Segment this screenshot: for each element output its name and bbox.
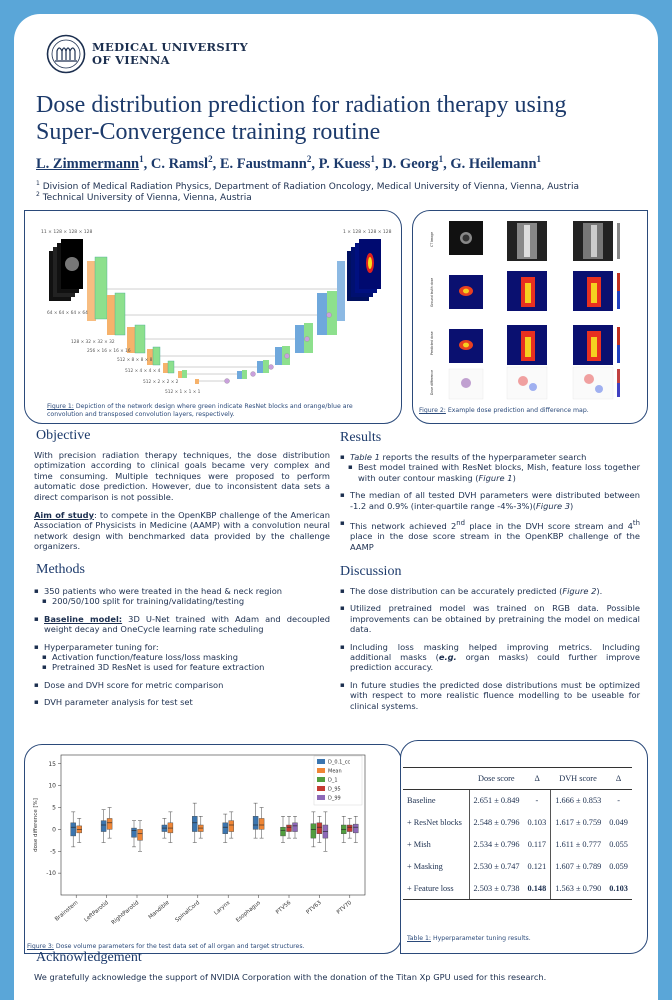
author-name: L. Zimmermann	[36, 155, 140, 172]
x-tick-label: Mandible	[147, 899, 171, 921]
table-cell-name: Baseline	[403, 790, 469, 812]
table-cell-dose: 2.534 ± 0.796	[473, 840, 520, 849]
col-dose-score: Dose score	[469, 768, 524, 790]
dims-in-label: 11 × 128 × 128 × 128	[41, 230, 93, 235]
legend-entry: D_1	[328, 777, 338, 784]
table-cell-name: + ResNet blocks	[403, 812, 469, 834]
box-D_1	[311, 824, 316, 838]
figure2-caption: Figure 2: Example dose prediction and difference map.	[419, 407, 589, 414]
methods-bullet: ▪ DVH parameter analysis for test set	[34, 697, 330, 707]
y-tick-label: 15	[48, 760, 56, 768]
y-tick-label: -10	[46, 870, 56, 878]
discussion-list	[340, 586, 640, 711]
dose-prediction-grid	[413, 211, 647, 401]
author-name: P. Kuess	[318, 155, 371, 172]
discussion-heading: Discussion	[340, 564, 402, 579]
legend-swatch	[317, 795, 325, 800]
results-bullet: ▪ Table 1 reports the results of the hyperparameter search	[340, 452, 640, 462]
box-D_0.1_cc	[132, 828, 137, 837]
methods-list	[34, 586, 330, 708]
colorbars	[617, 223, 620, 397]
box-D_0.1_cc	[253, 816, 258, 829]
level-label-6: 512 × 2 × 2 × 2	[143, 380, 179, 385]
author-affiliation-number: 2	[306, 154, 312, 164]
box-D_0.1_cc	[192, 816, 197, 831]
table-cell-d2: 0.055	[609, 840, 628, 849]
table-cell-dvh: 1.607 ± 0.789	[555, 862, 602, 871]
table-cell-name: + Mish	[403, 834, 469, 856]
discussion-bullet: ▪ Including loss masking helped improving metrics. Including additional masks (e.g. organ masks) could further improve prediction accuracy.	[340, 642, 640, 673]
y-axis-label: dose difference [%]	[33, 798, 39, 852]
results-heading: Results	[340, 430, 382, 445]
x-tick-label: LeftParotid	[83, 899, 110, 924]
table1-panel	[400, 740, 648, 954]
table-cell-d2: 0.059	[609, 862, 628, 871]
box-Mean	[259, 818, 264, 829]
affiliation-2: $^2$ Technical University of Vienna, Vienna, Austria	[36, 191, 252, 203]
title-line2: Super-Convergence training routine	[36, 119, 381, 145]
methods-bullet: ▪ Baseline model: 3D U-Net trained with Adam and decoupled weight decay and OneCycle learning rate scheduling	[34, 614, 330, 635]
discussion-bullet: ▪ In future studies the predicted dose distributions must be optimized with respect to more realistic fluence modelling to be useable for clinical systems.	[340, 680, 640, 711]
legend-entry: D_0.1_cc	[328, 759, 351, 766]
figure1-caption: Figure 1: Depiction of the network design where green indicate ResNet blocks and orange/blue are convolution and transposed convolution layers, respectively.	[47, 403, 353, 418]
x-tick-label: Brainstem	[54, 899, 80, 923]
box-Mean	[138, 829, 143, 840]
results-list	[340, 452, 640, 552]
table-row	[403, 856, 632, 878]
box-D_99	[353, 824, 358, 833]
box-D_99	[293, 823, 298, 832]
affiliation-1: $^1$ Division of Medical Radiation Physics, Department of Radiation Oncology, Medical University of Vienna, Vienna, Austria	[36, 180, 579, 192]
box-Mean	[107, 818, 112, 829]
y-tick-label: 10	[48, 782, 56, 790]
figure3-panel	[24, 744, 402, 954]
table-cell-dvh: 1.666 ± 0.853	[555, 796, 602, 806]
x-tick-label: PTV56	[275, 899, 293, 916]
col-delta-1: Δ	[524, 768, 551, 790]
author-list: L. Zimmermann$^1$, C. Ramsl$^2$, E. Faustmann$^2$, P. Kuess$^1$, D. Georg$^1$, G. Heilemann$^1$	[36, 154, 542, 172]
methods-bullet: ▪ 350 patients who were treated in the head & neck region	[34, 586, 330, 596]
ground-truth-row	[449, 271, 613, 311]
x-tick-label: PTV63	[305, 899, 323, 916]
author-affiliation-number: 1	[536, 154, 542, 164]
methods-bullet: ▪ Hyperparameter tuning for:	[34, 642, 330, 652]
figure3-caption: Figure 3: Dose volume parameters for the test data set of all organ and target structures.	[27, 943, 305, 950]
table-row	[403, 834, 632, 856]
table-cell-d1: 0.121	[524, 856, 551, 878]
box-Mean	[229, 821, 234, 832]
table-header-row	[403, 768, 632, 790]
methods-heading: Methods	[36, 562, 85, 577]
discussion-bullet: ▪ Utilized pretrained model was trained on RGB data. Possible improvements can be obtained by pretraining the model on medical data.	[340, 603, 640, 634]
legend-entry: D_99	[328, 795, 341, 802]
table-cell-dose: 2.503 ± 0.738	[469, 878, 524, 900]
box-D_95	[317, 823, 322, 834]
figure1-panel	[24, 210, 402, 424]
methods-bullet: ▪ Dose and DVH score for metric comparison	[34, 680, 330, 690]
row-label-gt: Ground truth dose	[430, 277, 434, 307]
results-bullet: ▪ The median of all tested DVH parameters were distributed between -1.2 and 0.9% (inter-quartile range -4%-3%)(Figure 3)	[340, 490, 640, 511]
box-D_95	[347, 825, 352, 832]
university-seal-icon	[46, 34, 86, 74]
table-row	[403, 812, 632, 834]
poster-title	[36, 92, 636, 146]
decoder-blocks	[237, 261, 345, 379]
methods-subbullet: ▪ Activation function/feature loss/loss masking	[34, 652, 330, 662]
table-row	[403, 790, 632, 812]
author-affiliation-number: 1	[370, 154, 375, 164]
level-label-5: 512 × 4 × 4 × 4	[125, 369, 161, 374]
x-tick-label: PTV70	[335, 899, 354, 916]
table-cell-dose: 2.530 ± 0.747	[473, 862, 520, 871]
institution-name-line1: MEDICAL UNIVERSITY	[92, 40, 249, 54]
author-name: E. Faustmann	[219, 155, 307, 172]
row-label-pred: Predicted dose	[430, 331, 434, 355]
y-tick-label: 5	[52, 804, 56, 812]
x-tick-label: Esophagus	[235, 899, 262, 924]
output-dose-stack	[347, 239, 381, 301]
legend-swatch	[317, 777, 325, 782]
objective-text: With precision radiation therapy techniques, the dose distribution optimization according to clinical goals became very complex and time consuming. Multiple techniques were proposed to perform automatic dose prediction. However, due to inconsistent data sets a direct comparison is not possible.	[34, 450, 330, 502]
box-D_0.1_cc	[71, 823, 76, 836]
table-cell-dose: 2.651 ± 0.849	[473, 796, 520, 806]
table-cell-dvh: 1.617 ± 0.759	[555, 818, 602, 827]
author-name: D. Georg	[382, 155, 439, 172]
table-cell-d1: 0.148	[524, 878, 551, 900]
table-cell-dvh: 1.563 ± 0.790	[551, 878, 606, 900]
table-cell-d2: 0.049	[609, 818, 628, 827]
table-cell-d1: -	[524, 790, 551, 812]
methods-subbullet: ▪ Pretrained 3D ResNet is used for feature extraction	[34, 662, 330, 672]
encoder-blocks	[87, 257, 199, 384]
box-D_0.1_cc	[223, 823, 228, 834]
level-label-4: 512 × 8 × 8 × 8	[117, 358, 153, 363]
legend-swatch	[317, 759, 325, 764]
col-delta-2: Δ	[605, 768, 632, 790]
results-subbullet: ▪ Best model trained with ResNet blocks, Mish, feature loss together with outer contour masking (Figure 1)	[340, 462, 640, 483]
col-dvh-score: DVH score	[551, 768, 606, 790]
table-cell-dvh: 1.611 ± 0.777	[555, 840, 602, 849]
author-affiliation-number: 1	[438, 154, 444, 164]
difference-row	[449, 367, 613, 399]
level-label-2: 128 × 32 × 32 × 32	[71, 340, 115, 345]
predicted-row	[449, 325, 613, 365]
table-cell-d1: 0.103	[524, 812, 551, 834]
university-logo	[46, 34, 248, 74]
box-D_1	[281, 827, 286, 836]
level-label-1: 64 × 64 × 64 × 64	[47, 311, 88, 316]
ct-row	[449, 221, 613, 261]
legend-swatch	[317, 786, 325, 791]
objective-heading: Objective	[36, 428, 91, 443]
x-tick-label: Larynx	[213, 899, 232, 917]
level-label-7: 512 × 1 × 1 × 1	[165, 390, 201, 395]
x-tick-label: SpinalCord	[174, 899, 202, 924]
institution-name-line2: OF VIENNA	[92, 53, 170, 67]
acknowledgement-text: We gratefully acknowledge the support of NVIDIA Corporation with the donation of the Titan Xp GPU used for this research.	[34, 972, 547, 982]
title-line1: Dose distribution prediction for radiation therapy using	[36, 92, 567, 118]
table-row	[403, 878, 632, 900]
author-name: G. Heilemann	[450, 155, 537, 172]
row-label-ct: CT image	[430, 231, 434, 247]
table-cell-d2: -	[617, 796, 620, 806]
x-tick-label: RightParotid	[110, 899, 141, 927]
table-cell-d1: 0.117	[524, 834, 551, 856]
legend-entry: Mean	[328, 768, 342, 775]
discussion-bullet: ▪ The dose distribution can be accurately predicted (Figure 2).	[340, 586, 640, 596]
table-cell-d2: 0.103	[605, 878, 632, 900]
y-tick-label: -5	[50, 848, 56, 856]
results-bullet: ▪ This network achieved 2nd place in the DVH score stream and 4th place in the dose score stream in the OpenKBP challenge of the AAMP	[340, 518, 640, 552]
poster	[14, 14, 658, 1000]
table-cell-name: + Masking	[403, 856, 469, 878]
input-ct-stack	[49, 239, 83, 301]
y-tick-label: 0	[52, 826, 56, 834]
box-D_95	[287, 825, 292, 832]
table-cell-name: + Feature loss	[403, 878, 469, 900]
table-cell-dose: 2.548 ± 0.796	[473, 818, 520, 827]
box-D_0.1_cc	[101, 821, 106, 832]
aim-text: Aim of study: to compete in the OpenKBP challenge of the American Association of Physicists in Medicine (AAMP) with a convolution neural network design with benchmarked data provided by the challenge organizers.	[34, 510, 330, 552]
dims-out-label: 1 × 128 × 128 × 128	[343, 230, 392, 235]
author-affiliation-number: 1	[139, 154, 144, 164]
hyperparameter-table	[403, 767, 632, 900]
methods-subbullet: ▪ 200/50/100 split for training/validating/testing	[34, 596, 330, 606]
legend-swatch	[317, 768, 325, 773]
acknowledgement-heading: Acknowledgement	[36, 950, 142, 965]
row-label-diff: Dose difference	[430, 369, 434, 395]
author-name: C. Ramsl	[150, 155, 209, 172]
box-plot-chart	[25, 745, 401, 939]
author-affiliation-number: 2	[208, 154, 213, 164]
level-label-3: 256 × 16 × 16 × 16	[87, 349, 131, 354]
legend-entry: D_95	[328, 786, 341, 793]
network-diagram	[25, 211, 401, 401]
table1-caption: Table 1: Hyperparameter tuning results.	[407, 935, 531, 942]
figure2-panel	[412, 210, 648, 424]
